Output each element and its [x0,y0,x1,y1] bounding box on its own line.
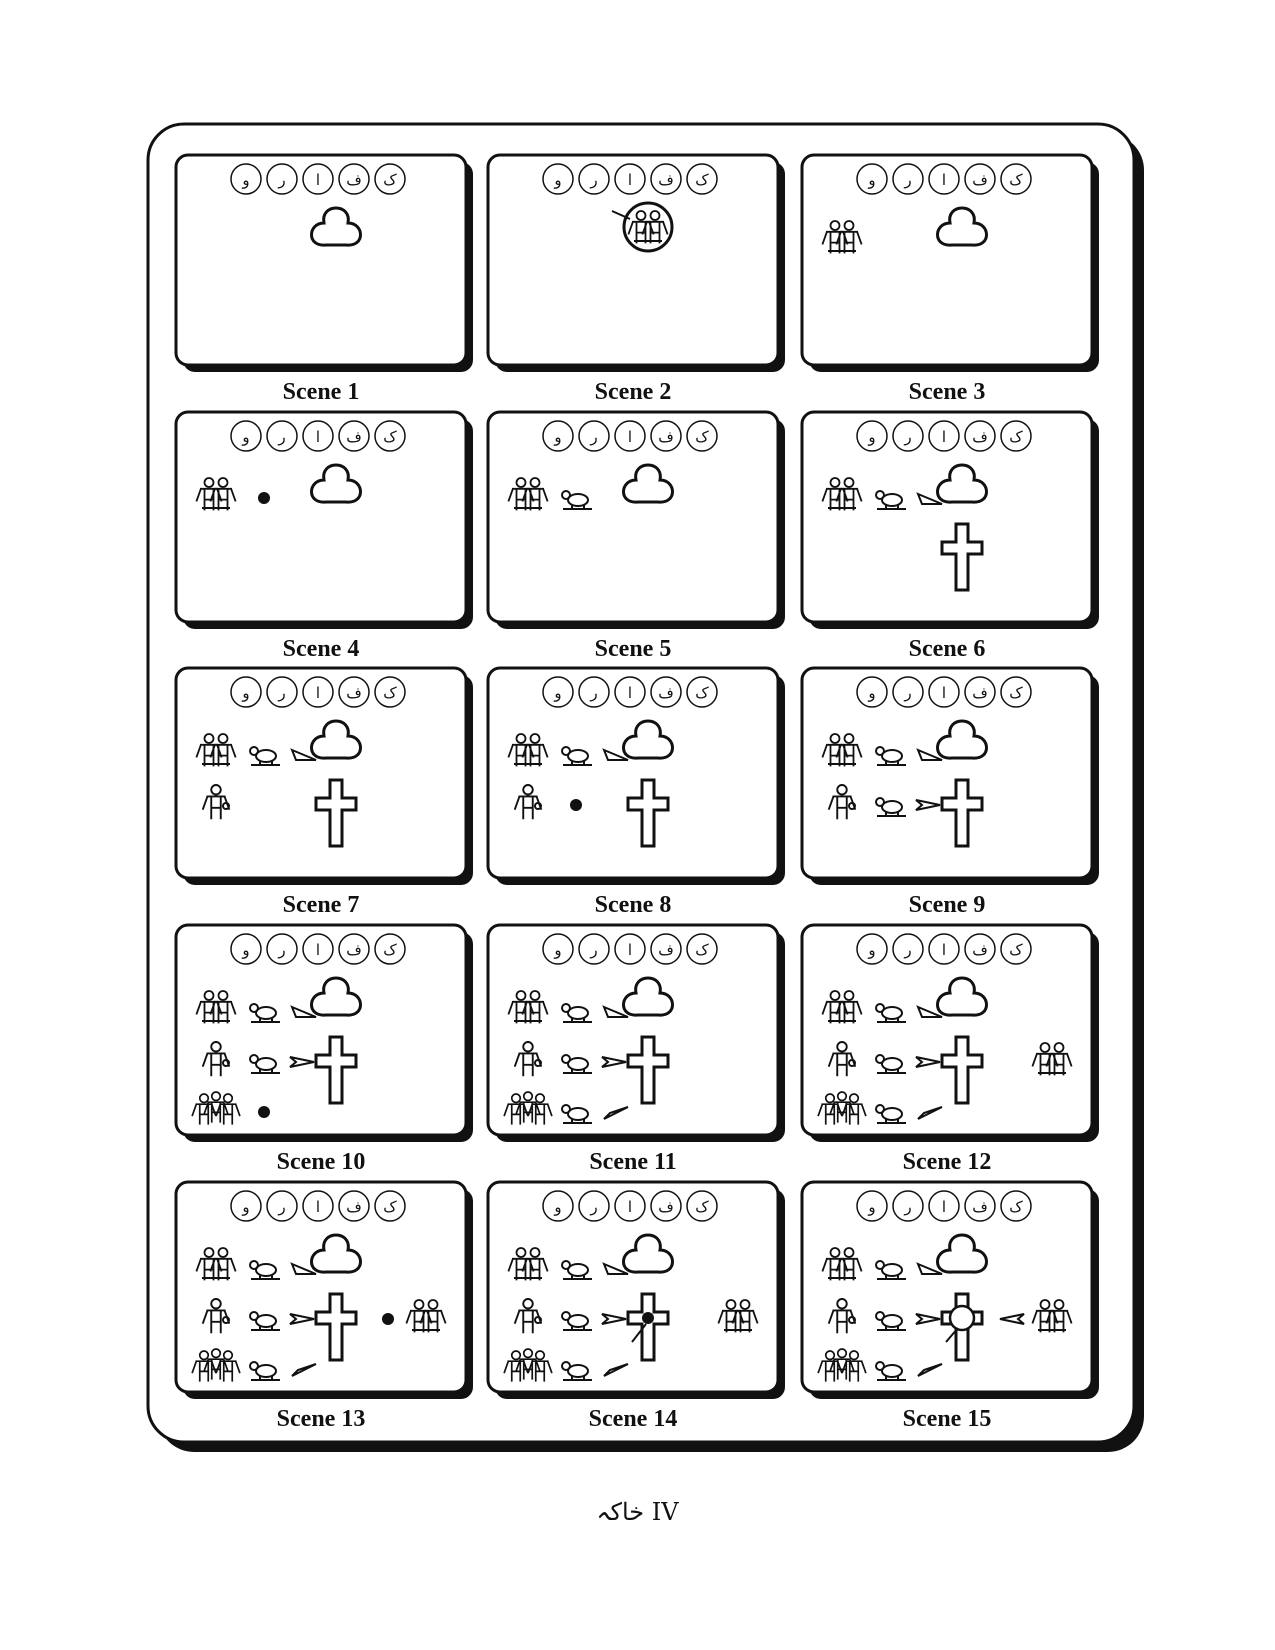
letter-glyph: ر [590,684,598,702]
letter-glyph: ا [315,941,321,959]
letter-row [231,677,405,707]
letter-glyph: و [554,428,562,446]
scene-label: Scene 14 [588,1406,678,1432]
scene-panel-9 [802,668,1099,918]
scene-panel-7 [176,668,473,918]
letter-glyph: ک [695,1198,709,1216]
letter-row [231,1191,405,1221]
letter-glyph: ف [658,428,674,446]
letter-glyph: و [242,684,250,702]
letter-glyph: ر [590,428,598,446]
letter-glyph: و [868,941,876,959]
letter-glyph: ک [383,941,397,959]
letter-glyph: ف [346,1198,362,1216]
letter-glyph: ر [590,941,598,959]
scene-panel-3 [802,155,1099,405]
dot-icon [570,799,582,811]
letter-row [231,164,405,194]
letter-glyph: ک [383,171,397,189]
letter-glyph: ا [315,171,321,189]
scene-panel-13 [176,1182,473,1432]
letter-glyph: ک [695,428,709,446]
letter-glyph: و [868,171,876,189]
letter-glyph: و [242,428,250,446]
letter-glyph: ف [346,684,362,702]
letter-glyph: و [554,941,562,959]
scene-label: Scene 9 [908,892,986,918]
letter-glyph: ف [972,428,988,446]
letter-glyph: و [554,1198,562,1216]
letter-glyph: ا [627,941,633,959]
letter-row [543,1191,717,1221]
letter-glyph: و [554,171,562,189]
letter-glyph: ا [941,684,947,702]
letter-glyph: ف [658,1198,674,1216]
letter-glyph: ف [658,941,674,959]
letter-row [231,934,405,964]
letter-glyph: ف [346,941,362,959]
figure-caption: خاکہ IV [596,1498,679,1526]
letter-glyph: ر [278,428,286,446]
letter-glyph: ف [972,1198,988,1216]
letter-glyph: ک [1009,941,1023,959]
letter-glyph: ک [1009,171,1023,189]
scene-label: Scene 15 [902,1406,992,1432]
scene-panel-2 [488,155,785,405]
letter-row [543,164,717,194]
letter-glyph: ف [658,684,674,702]
letter-glyph: ا [627,684,633,702]
letter-glyph: و [242,941,250,959]
letter-glyph: ر [278,941,286,959]
letter-glyph: ر [278,1198,286,1216]
scene-label: Scene 11 [589,1149,677,1175]
letter-glyph: ر [590,1198,598,1216]
letter-glyph: ا [941,941,947,959]
letter-row [543,934,717,964]
scene-label: Scene 7 [282,892,360,918]
scene-panel-5 [488,412,785,662]
letter-glyph: ا [941,428,947,446]
letter-glyph: ر [904,941,912,959]
scene-label: Scene 6 [908,636,986,662]
dot-icon [382,1313,394,1325]
scene-panel-1 [176,155,473,405]
scene-panel-6 [802,412,1099,662]
letter-row [857,1191,1031,1221]
scene-panel-10 [176,925,473,1175]
scene-panel-14 [488,1182,785,1432]
scene-label: Scene 10 [276,1149,366,1175]
letter-row [231,421,405,451]
letter-glyph: ک [1009,428,1023,446]
letter-glyph: ر [904,171,912,189]
letter-glyph: ا [315,428,321,446]
letter-glyph: ک [695,684,709,702]
scene-label: Scene 8 [594,892,672,918]
letter-glyph: ف [972,684,988,702]
letter-glyph: ر [904,428,912,446]
letter-glyph: ا [627,171,633,189]
letter-glyph: ف [972,171,988,189]
dot-icon [258,1106,270,1118]
scene-label: Scene 4 [282,636,360,662]
letter-glyph: ک [695,941,709,959]
dot-icon [258,492,270,504]
letter-glyph: ف [658,171,674,189]
letter-glyph: ا [315,1198,321,1216]
scene-label: Scene 5 [594,636,672,662]
scene-panel-8 [488,668,785,918]
scene-label: Scene 1 [282,379,360,405]
scene-label: Scene 3 [908,379,986,405]
scene-panel-4 [176,412,473,662]
scene-label: Scene 13 [276,1406,366,1432]
scene-panel-11 [488,925,785,1175]
letter-glyph: و [868,1198,876,1216]
letter-glyph: ر [278,171,286,189]
letter-row [857,677,1031,707]
scene-panel-12 [802,925,1099,1175]
letter-glyph: ک [383,428,397,446]
letter-glyph: و [868,428,876,446]
letter-row [543,677,717,707]
letter-glyph: ر [590,171,598,189]
letter-glyph: ف [346,428,362,446]
letter-glyph: ا [941,171,947,189]
letter-glyph: ا [627,428,633,446]
letter-glyph: ر [904,1198,912,1216]
scene-label: Scene 2 [594,379,672,405]
letter-glyph: و [868,684,876,702]
letter-glyph: و [554,684,562,702]
letter-glyph: ا [941,1198,947,1216]
letter-row [857,164,1031,194]
letter-glyph: ا [627,1198,633,1216]
letter-glyph: ک [383,684,397,702]
letter-row [857,934,1031,964]
scene-panel-15 [802,1182,1099,1432]
letter-glyph: ف [346,171,362,189]
letter-glyph: ر [278,684,286,702]
letter-glyph: ک [1009,684,1023,702]
letter-glyph: ک [1009,1198,1023,1216]
letter-glyph: ف [972,941,988,959]
letter-row [857,421,1031,451]
letter-glyph: و [242,1198,250,1216]
letter-row [543,421,717,451]
letter-glyph: ک [695,171,709,189]
letter-glyph: ر [904,684,912,702]
letter-glyph: ک [383,1198,397,1216]
letter-glyph: و [242,171,250,189]
letter-glyph: ا [315,684,321,702]
scene-label: Scene 12 [902,1149,992,1175]
